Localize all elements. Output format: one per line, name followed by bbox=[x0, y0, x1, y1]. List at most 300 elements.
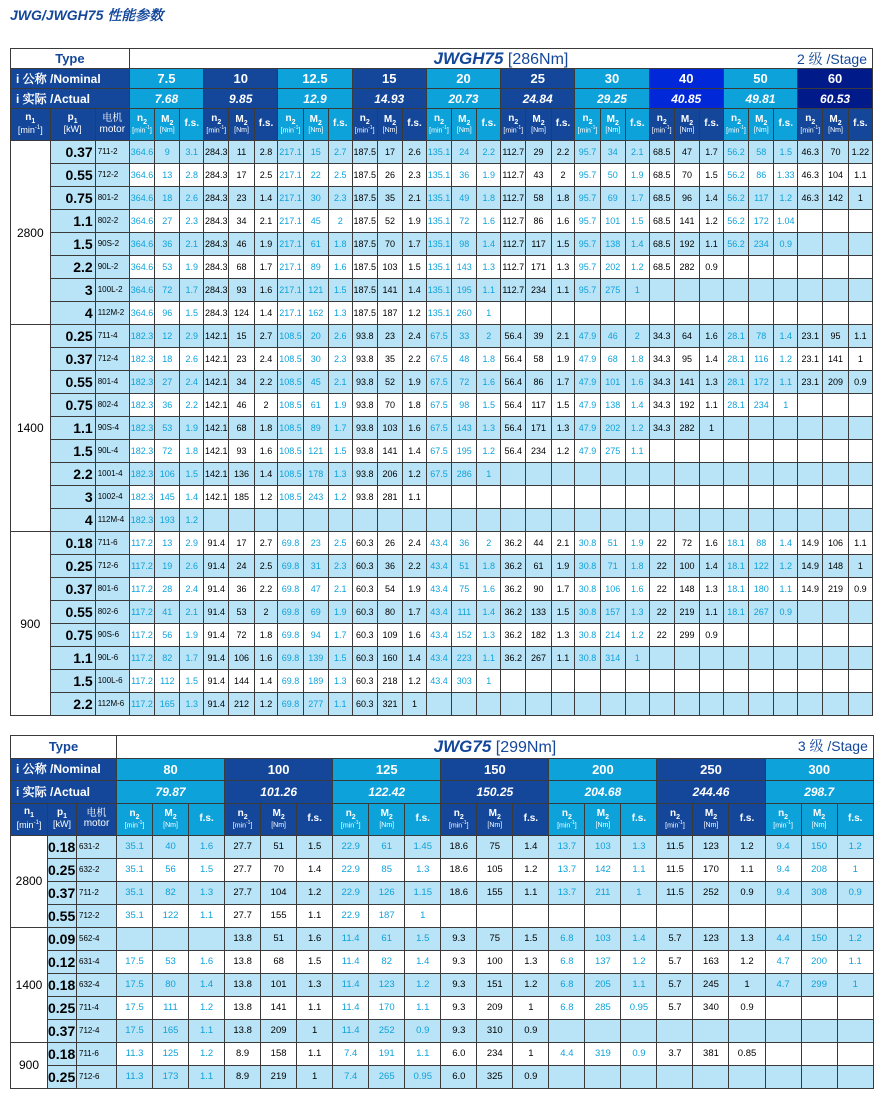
output-speed: 13.8 bbox=[225, 1019, 261, 1042]
output-speed: 93.8 bbox=[352, 463, 377, 486]
n2-header: $n_2$ $[\min^{-1}]$ bbox=[333, 803, 369, 835]
output-speed: 93.8 bbox=[352, 486, 377, 509]
power-value: 0.12 bbox=[48, 950, 77, 973]
output-speed: 135.1 bbox=[426, 279, 451, 302]
power-value: 4 bbox=[50, 509, 95, 532]
service-factor: 1.4 bbox=[180, 486, 204, 509]
output-speed: 108.5 bbox=[278, 348, 303, 371]
service-factor: 1.1 bbox=[700, 601, 724, 624]
table-row bbox=[11, 210, 873, 233]
output-speed: 68.5 bbox=[649, 164, 674, 187]
output-torque: 122 bbox=[749, 555, 774, 578]
output-torque: 68 bbox=[600, 348, 625, 371]
output-torque: 50 bbox=[600, 164, 625, 187]
service-factor: 0.95 bbox=[405, 1065, 441, 1088]
output-torque: 20 bbox=[303, 325, 328, 348]
output-torque bbox=[674, 670, 699, 693]
ratio-actual: 40.85 bbox=[649, 89, 723, 109]
output-torque bbox=[600, 486, 625, 509]
service-factor: 1.5 bbox=[774, 141, 798, 164]
output-torque: 104 bbox=[823, 164, 848, 187]
output-speed: 182.3 bbox=[129, 417, 154, 440]
output-torque: 165 bbox=[153, 1019, 189, 1042]
service-factor: 1.4 bbox=[254, 463, 278, 486]
service-factor: 1.9 bbox=[328, 601, 352, 624]
service-factor: 1.2 bbox=[180, 509, 204, 532]
table-row bbox=[11, 624, 873, 647]
output-speed bbox=[798, 210, 823, 233]
output-speed: 18.6 bbox=[441, 835, 477, 858]
m2-unit: [Nm] bbox=[828, 127, 843, 134]
output-speed: 28.1 bbox=[723, 348, 748, 371]
output-torque: 72 bbox=[452, 371, 477, 394]
ratio-actual: 7.68 bbox=[129, 89, 203, 109]
service-factor: 2.1 bbox=[625, 141, 649, 164]
service-factor bbox=[551, 302, 575, 325]
service-factor: 1.1 bbox=[477, 279, 501, 302]
n2-unit: $[\min^{-1}]$ bbox=[124, 820, 145, 830]
output-torque: 106 bbox=[823, 532, 848, 555]
output-speed: 36.2 bbox=[501, 647, 526, 670]
output-speed: 23.1 bbox=[798, 371, 823, 394]
power-value: 2.2 bbox=[50, 256, 95, 279]
output-speed: 6.0 bbox=[441, 1065, 477, 1088]
service-factor: 2.8 bbox=[180, 164, 204, 187]
output-torque: 123 bbox=[693, 927, 729, 950]
service-factor: 2 bbox=[477, 532, 501, 555]
output-torque: 40 bbox=[153, 835, 189, 858]
output-speed bbox=[723, 693, 748, 716]
output-speed: 91.4 bbox=[204, 693, 229, 716]
service-factor: 1.2 bbox=[837, 927, 873, 950]
service-factor: 1.7 bbox=[254, 256, 278, 279]
service-factor bbox=[700, 302, 724, 325]
motor-value: 802-4 bbox=[95, 394, 129, 417]
service-factor: 1.3 bbox=[297, 973, 333, 996]
service-factor: 1.2 bbox=[403, 463, 427, 486]
service-factor bbox=[848, 233, 872, 256]
output-speed: 117.2 bbox=[129, 624, 154, 647]
table-row bbox=[11, 578, 873, 601]
m2-unit: [Nm] bbox=[159, 127, 175, 134]
output-torque: 281 bbox=[377, 486, 402, 509]
output-speed: 217.1 bbox=[278, 141, 303, 164]
service-factor bbox=[625, 509, 649, 532]
output-torque: 72 bbox=[452, 210, 477, 233]
output-torque: 157 bbox=[600, 601, 625, 624]
service-factor: 1 bbox=[405, 904, 441, 927]
m2-header: $M_2$ [Nm] bbox=[674, 109, 699, 141]
service-factor: 1.5 bbox=[328, 440, 352, 463]
output-speed bbox=[649, 670, 674, 693]
service-factor: 1.1 bbox=[774, 371, 798, 394]
output-speed: 30.8 bbox=[575, 624, 600, 647]
service-factor: 1.4 bbox=[621, 927, 657, 950]
m2-header: $M_2$ [Nm] bbox=[369, 803, 405, 835]
service-factor: 1.3 bbox=[551, 417, 575, 440]
ratio-actual: 9.85 bbox=[204, 89, 278, 109]
m2-unit: [Nm] bbox=[456, 127, 472, 134]
output-speed: 142.1 bbox=[204, 486, 229, 509]
output-torque bbox=[600, 509, 625, 532]
output-torque: 98 bbox=[452, 233, 477, 256]
output-torque: 141 bbox=[674, 210, 699, 233]
service-factor: 1.8 bbox=[477, 348, 501, 371]
output-speed bbox=[501, 463, 526, 486]
output-torque: 223 bbox=[452, 647, 477, 670]
service-factor: 1.8 bbox=[477, 187, 501, 210]
output-torque: 219 bbox=[674, 601, 699, 624]
output-torque: 282 bbox=[674, 417, 699, 440]
output-speed: 18.6 bbox=[441, 858, 477, 881]
service-factor bbox=[254, 509, 278, 532]
input-speed: 2800 bbox=[11, 835, 48, 927]
output-torque: 381 bbox=[693, 1042, 729, 1065]
output-torque: 103 bbox=[377, 256, 402, 279]
output-speed bbox=[657, 1019, 693, 1042]
output-torque: 72 bbox=[229, 624, 254, 647]
m2-header: $M_2$ [Nm] bbox=[600, 109, 625, 141]
service-factor: 1.1 bbox=[477, 647, 501, 670]
output-speed bbox=[723, 279, 748, 302]
service-factor: 1.4 bbox=[700, 187, 724, 210]
service-factor: 1.8 bbox=[551, 187, 575, 210]
output-torque: 299 bbox=[674, 624, 699, 647]
m2-unit: [Nm] bbox=[271, 821, 286, 829]
service-factor: 1.04 bbox=[774, 210, 798, 233]
table-row bbox=[11, 256, 873, 279]
output-torque: 23 bbox=[303, 532, 328, 555]
n2-header: $n_2$ $[\min^{-1}]$ bbox=[426, 109, 451, 141]
output-speed: 56.4 bbox=[501, 371, 526, 394]
output-torque: 152 bbox=[452, 624, 477, 647]
service-factor bbox=[621, 1019, 657, 1042]
output-speed: 22 bbox=[649, 601, 674, 624]
output-speed: 18.1 bbox=[723, 601, 748, 624]
motor-value: 100L-2 bbox=[95, 279, 129, 302]
output-torque: 141 bbox=[261, 996, 297, 1019]
service-factor: 1.4 bbox=[774, 532, 798, 555]
output-speed: 108.5 bbox=[278, 486, 303, 509]
output-torque bbox=[477, 904, 513, 927]
service-factor: 1.8 bbox=[625, 348, 649, 371]
output-torque: 56 bbox=[153, 858, 189, 881]
output-speed: 95.7 bbox=[575, 279, 600, 302]
output-speed: 364.6 bbox=[129, 164, 154, 187]
fs-header: f.s. bbox=[297, 803, 333, 835]
service-factor: 1.5 bbox=[180, 670, 204, 693]
service-factor bbox=[848, 256, 872, 279]
output-torque bbox=[749, 670, 774, 693]
actual-label: i 实际 /Actual bbox=[11, 89, 130, 109]
output-speed: 60.3 bbox=[352, 693, 377, 716]
output-torque: 162 bbox=[303, 302, 328, 325]
output-torque: 70 bbox=[377, 394, 402, 417]
output-speed: 17.5 bbox=[117, 973, 153, 996]
output-speed bbox=[798, 417, 823, 440]
power-value: 0.55 bbox=[50, 601, 95, 624]
service-factor: 1.7 bbox=[403, 233, 427, 256]
output-speed bbox=[426, 509, 451, 532]
output-speed: 60.3 bbox=[352, 532, 377, 555]
output-speed: 187.5 bbox=[352, 279, 377, 302]
output-speed bbox=[798, 693, 823, 716]
m2-unit: [Nm] bbox=[605, 127, 621, 134]
service-factor: 1 bbox=[513, 996, 549, 1019]
output-torque: 136 bbox=[229, 463, 254, 486]
output-torque: 150 bbox=[801, 927, 837, 950]
output-torque: 314 bbox=[600, 647, 625, 670]
power-value: 0.25 bbox=[48, 1065, 77, 1088]
output-speed: 117.2 bbox=[129, 693, 154, 716]
service-factor: 1.1 bbox=[551, 647, 575, 670]
table-row bbox=[11, 164, 873, 187]
output-speed bbox=[649, 279, 674, 302]
service-factor bbox=[625, 302, 649, 325]
output-speed: 187.5 bbox=[352, 233, 377, 256]
service-factor: 1.9 bbox=[625, 532, 649, 555]
output-speed: 56.4 bbox=[501, 394, 526, 417]
output-torque bbox=[674, 279, 699, 302]
service-factor: 1 bbox=[625, 279, 649, 302]
output-speed bbox=[501, 486, 526, 509]
service-factor bbox=[774, 647, 798, 670]
output-speed: 17.5 bbox=[117, 950, 153, 973]
service-factor: 2.3 bbox=[180, 210, 204, 233]
output-speed: 22 bbox=[649, 624, 674, 647]
output-torque bbox=[526, 670, 551, 693]
table-row bbox=[11, 141, 873, 164]
table-row bbox=[11, 1065, 874, 1088]
output-speed: 187.5 bbox=[352, 164, 377, 187]
n2-header: $n_2$ $[\min^{-1}]$ bbox=[441, 803, 477, 835]
output-speed bbox=[723, 509, 748, 532]
output-speed: 284.3 bbox=[204, 279, 229, 302]
motor-header: 电机 motor bbox=[95, 109, 129, 141]
service-factor: 1.7 bbox=[625, 187, 649, 210]
output-torque: 82 bbox=[153, 881, 189, 904]
output-speed: 6.8 bbox=[549, 996, 585, 1019]
service-factor: 0.9 bbox=[848, 578, 872, 601]
output-torque: 48 bbox=[452, 348, 477, 371]
output-torque bbox=[823, 210, 848, 233]
output-torque: 96 bbox=[155, 302, 180, 325]
table-row bbox=[11, 904, 874, 927]
output-torque: 45 bbox=[303, 210, 328, 233]
output-torque: 145 bbox=[155, 486, 180, 509]
service-factor bbox=[700, 486, 724, 509]
output-torque: 123 bbox=[369, 973, 405, 996]
output-speed bbox=[798, 486, 823, 509]
output-speed: 68.5 bbox=[649, 187, 674, 210]
service-factor: 1.8 bbox=[180, 440, 204, 463]
n2-unit: $[\min^{-1}]$ bbox=[354, 125, 375, 135]
service-factor: 2.1 bbox=[328, 578, 352, 601]
p1-header: $p_1$ [kW] bbox=[48, 803, 77, 835]
output-torque: 17 bbox=[229, 532, 254, 555]
output-torque: 52 bbox=[377, 210, 402, 233]
service-factor: 1.8 bbox=[254, 417, 278, 440]
output-torque bbox=[823, 463, 848, 486]
service-factor: 1 bbox=[700, 417, 724, 440]
output-speed: 43.4 bbox=[426, 555, 451, 578]
output-speed: 13.8 bbox=[225, 973, 261, 996]
output-speed bbox=[575, 509, 600, 532]
output-torque: 219 bbox=[261, 1065, 297, 1088]
service-factor: 1.22 bbox=[848, 141, 872, 164]
service-factor: 1.3 bbox=[551, 624, 575, 647]
service-factor: 1.2 bbox=[774, 187, 798, 210]
model-name: JWG75 bbox=[433, 736, 492, 756]
output-torque: 252 bbox=[369, 1019, 405, 1042]
output-speed: 28.1 bbox=[723, 394, 748, 417]
output-speed: 6.8 bbox=[549, 973, 585, 996]
output-torque bbox=[674, 693, 699, 716]
output-torque: 117 bbox=[749, 187, 774, 210]
output-torque: 47 bbox=[303, 578, 328, 601]
output-speed: 56.2 bbox=[723, 233, 748, 256]
output-torque: 23 bbox=[229, 348, 254, 371]
service-factor: 1.1 bbox=[189, 1019, 225, 1042]
output-speed bbox=[575, 693, 600, 716]
service-factor: 1.1 bbox=[621, 973, 657, 996]
output-torque: 138 bbox=[600, 233, 625, 256]
power-value: 1.1 bbox=[50, 210, 95, 233]
output-torque: 202 bbox=[600, 417, 625, 440]
input-speed: 900 bbox=[11, 532, 51, 716]
output-torque: 29 bbox=[526, 141, 551, 164]
service-factor bbox=[477, 509, 501, 532]
n2-unit: $[\min^{-1}]$ bbox=[340, 820, 361, 830]
service-factor: 1.9 bbox=[551, 555, 575, 578]
output-torque bbox=[600, 302, 625, 325]
output-speed: 13.8 bbox=[225, 927, 261, 950]
output-speed bbox=[278, 509, 303, 532]
input-speed: 1400 bbox=[11, 325, 51, 532]
output-torque: 171 bbox=[526, 417, 551, 440]
output-speed: 284.3 bbox=[204, 233, 229, 256]
output-torque: 234 bbox=[477, 1042, 513, 1065]
ratio-nominal: 50 bbox=[723, 69, 797, 89]
output-torque bbox=[377, 509, 402, 532]
output-torque bbox=[801, 904, 837, 927]
output-torque: 116 bbox=[749, 348, 774, 371]
m2-header: $M_2$ [Nm] bbox=[155, 109, 180, 141]
output-speed: 135.1 bbox=[426, 210, 451, 233]
output-speed: 60.3 bbox=[352, 578, 377, 601]
output-torque: 209 bbox=[477, 996, 513, 1019]
output-speed: 34.3 bbox=[649, 325, 674, 348]
output-torque: 103 bbox=[585, 835, 621, 858]
ratio-actual: 49.81 bbox=[723, 89, 797, 109]
power-value: 0.37 bbox=[48, 881, 77, 904]
ratio-nominal: 100 bbox=[225, 758, 333, 781]
table-row bbox=[11, 1019, 874, 1042]
output-torque: 18 bbox=[155, 348, 180, 371]
output-torque: 260 bbox=[452, 302, 477, 325]
service-factor: 1.3 bbox=[729, 927, 765, 950]
output-speed: 14.9 bbox=[798, 532, 823, 555]
n2-unit: $[\min^{-1}]$ bbox=[726, 125, 746, 135]
output-torque: 142 bbox=[823, 187, 848, 210]
service-factor: 1.1 bbox=[848, 325, 872, 348]
output-speed: 9.4 bbox=[765, 858, 801, 881]
output-torque: 18 bbox=[155, 187, 180, 210]
output-speed bbox=[798, 647, 823, 670]
output-speed: 91.4 bbox=[204, 647, 229, 670]
output-speed: 35.1 bbox=[117, 835, 153, 858]
ratio-actual: 101.26 bbox=[225, 781, 333, 804]
output-speed: 142.1 bbox=[204, 463, 229, 486]
service-factor: 1.5 bbox=[180, 302, 204, 325]
output-torque bbox=[526, 509, 551, 532]
output-torque: 151 bbox=[477, 973, 513, 996]
service-factor: 2.3 bbox=[403, 164, 427, 187]
fs-header: f.s. bbox=[403, 109, 427, 141]
output-speed: 34.3 bbox=[649, 394, 674, 417]
output-torque: 173 bbox=[153, 1065, 189, 1088]
output-speed: 11.3 bbox=[117, 1042, 153, 1065]
output-speed bbox=[575, 302, 600, 325]
output-torque bbox=[749, 256, 774, 279]
service-factor bbox=[621, 904, 657, 927]
output-torque: 72 bbox=[155, 279, 180, 302]
header-row-nominal bbox=[11, 69, 873, 89]
output-speed: 4.7 bbox=[765, 973, 801, 996]
output-torque: 61 bbox=[303, 394, 328, 417]
service-factor: 1.2 bbox=[729, 835, 765, 858]
output-torque: 61 bbox=[303, 233, 328, 256]
output-speed bbox=[798, 302, 823, 325]
table-jwg75-wrapper bbox=[10, 735, 873, 1089]
output-speed: 56.2 bbox=[723, 141, 748, 164]
service-factor: 2.6 bbox=[180, 187, 204, 210]
service-factor bbox=[837, 1019, 873, 1042]
output-speed: 217.1 bbox=[278, 233, 303, 256]
output-torque bbox=[693, 1065, 729, 1088]
output-speed: 11.5 bbox=[657, 858, 693, 881]
service-factor: 1.5 bbox=[700, 164, 724, 187]
output-speed bbox=[798, 624, 823, 647]
output-speed: 284.3 bbox=[204, 256, 229, 279]
output-torque: 51 bbox=[261, 835, 297, 858]
service-factor: 1.3 bbox=[621, 835, 657, 858]
output-speed bbox=[723, 417, 748, 440]
table-row bbox=[11, 187, 873, 210]
output-speed: 67.5 bbox=[426, 348, 451, 371]
service-factor: 1.2 bbox=[837, 835, 873, 858]
service-factor bbox=[848, 302, 872, 325]
output-torque bbox=[801, 1042, 837, 1065]
service-factor: 2 bbox=[625, 325, 649, 348]
output-speed: 69.8 bbox=[278, 647, 303, 670]
header-row-units bbox=[11, 109, 873, 141]
ratio-actual: 12.9 bbox=[278, 89, 352, 109]
output-speed bbox=[649, 509, 674, 532]
output-torque: 31 bbox=[303, 555, 328, 578]
output-torque: 61 bbox=[369, 927, 405, 950]
input-speed: 900 bbox=[11, 1042, 48, 1088]
service-factor bbox=[621, 1065, 657, 1088]
output-torque: 165 bbox=[155, 693, 180, 716]
output-torque bbox=[749, 624, 774, 647]
service-factor: 1.6 bbox=[477, 578, 501, 601]
power-value: 3 bbox=[50, 279, 95, 302]
m2-unit: [Nm] bbox=[679, 127, 695, 134]
output-speed: 135.1 bbox=[426, 256, 451, 279]
output-torque: 180 bbox=[749, 578, 774, 601]
motor-value: 90L-2 bbox=[95, 256, 129, 279]
